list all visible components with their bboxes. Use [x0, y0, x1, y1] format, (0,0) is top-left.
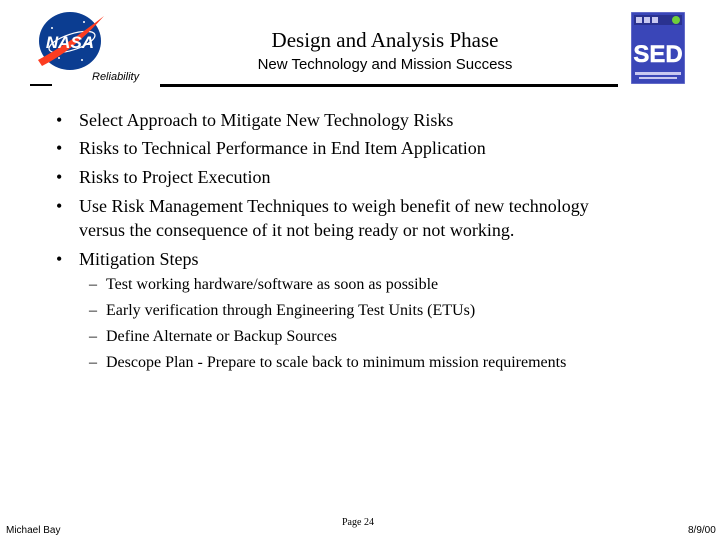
nasa-logo [34, 10, 106, 72]
bullet-text: Mitigation Steps [79, 249, 199, 269]
sed-logo-text: SED [633, 41, 683, 68]
bullet-text: Select Approach to Mitigate New Technology Risks [79, 110, 454, 130]
bullet-marker: • [56, 110, 63, 130]
sub-bullet-marker: – [89, 354, 97, 371]
page-subtitle: New Technology and Mission Success [257, 56, 513, 73]
nasa-logo-text: NASA [45, 33, 95, 52]
sub-bullet-text: Define Alternate or Backup Sources [106, 328, 338, 345]
footer-date: 8/9/00 [688, 525, 716, 536]
sed-logo [631, 12, 685, 84]
section-label: Reliability [92, 71, 140, 83]
bullet-marker: • [56, 167, 63, 187]
footer-author: Michael Bay [6, 525, 61, 536]
header-rule-left [30, 84, 52, 86]
bullet-text: Risks to Project Execution [79, 167, 271, 187]
bullet-text: Use Risk Management Techniques to weigh benefit of new technology [79, 196, 589, 216]
page-title: Design and Analysis Phase [271, 28, 499, 52]
bullet-marker: • [56, 249, 63, 269]
sub-bullet-text: Descope Plan - Prepare to scale back to minimum mission requirements [106, 354, 567, 371]
sub-bullet-marker: – [89, 302, 97, 319]
sub-bullet-marker: – [89, 328, 97, 345]
bullet-continuation: versus the consequence of it not being ready or not working. [79, 220, 515, 240]
sub-bullet-text: Test working hardware/software as soon as possible [106, 276, 439, 293]
footer-page-number: Page 24 [342, 517, 374, 528]
sub-bullet-marker: – [89, 276, 97, 293]
bullet-marker: • [56, 138, 63, 158]
header-rule [160, 84, 618, 87]
bullet-marker: • [56, 196, 63, 216]
sub-bullet-text: Early verification through Engineering Test Units (ETUs) [106, 302, 476, 319]
bullet-text: Risks to Technical Performance in End Item Application [79, 138, 486, 158]
